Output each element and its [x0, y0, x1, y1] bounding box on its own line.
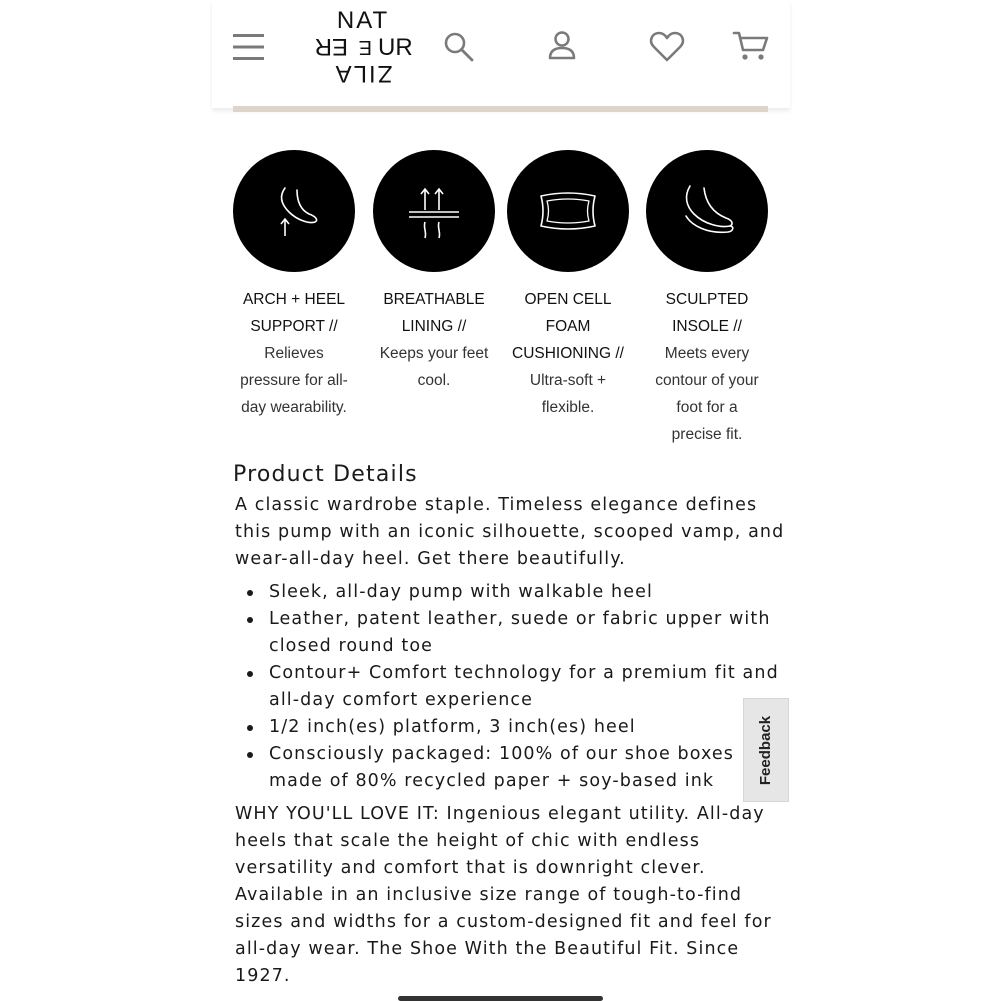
feature-sculpted-insole	[637, 150, 777, 448]
feature-title-line: FOAM	[545, 318, 591, 335]
feature-title-line: ARCH + HEEL	[242, 291, 346, 308]
feature-title-line: BREATHABLE	[383, 291, 485, 308]
home-indicator	[398, 996, 603, 1001]
menu-icon[interactable]	[232, 32, 266, 62]
feature-desc-line: Ultra-soft +	[529, 372, 607, 389]
feature-desc-line: Relieves	[264, 345, 324, 362]
header-accent-bar	[233, 106, 768, 112]
feature-circle	[233, 150, 355, 272]
list-item: Consciously packaged: 100% of our shoe boxes made of 80% recycled paper + soy-based ink	[235, 741, 790, 795]
svg-text:NAT: NAT	[336, 7, 390, 34]
why-you-love-it: WHY YOU'LL LOVE IT: Ingenious elegant utility. All-day heels that scale the height of chic with endless versatility and comfort that is downright clever. Available in an inclusive size range of tough-to-find sizes and widths for a custom-designed fit and feel for all-day wear. The Shoe With the Beautiful Fit. Since 1927.	[235, 804, 772, 986]
breathable-icon	[399, 176, 469, 246]
insole-icon	[672, 176, 742, 246]
feature-circle	[507, 150, 629, 272]
product-details-section	[235, 462, 790, 990]
feature-title-line: OPEN CELL	[524, 291, 612, 308]
feature-title-line: SCULPTED	[665, 291, 749, 308]
svg-text:UR: UR	[378, 34, 413, 61]
list-item: Contour+ Comfort technology for a premium fit and all-day comfort experience	[235, 660, 790, 714]
feature-desc-line: Keeps your feet	[379, 345, 489, 362]
svg-text:ER: ER	[314, 33, 348, 60]
feature-breathable-lining	[364, 150, 504, 394]
feature-title-line: SUPPORT //	[250, 318, 338, 335]
site-header	[212, 0, 790, 108]
search-icon[interactable]	[443, 31, 475, 63]
list-item: 1/2 inch(es) platform, 3 inch(es) heel	[235, 714, 790, 741]
feature-desc-line: cool.	[417, 372, 451, 389]
feature-desc-line: day wearability.	[241, 399, 347, 416]
list-item: Sleek, all-day pump with walkable heel	[235, 579, 790, 606]
brand-logo[interactable]	[314, 7, 413, 94]
feature-desc-line: pressure for all-	[240, 372, 348, 389]
product-details-title: Product Details	[233, 462, 418, 487]
arch-heel-icon	[259, 176, 329, 246]
svg-text:E: E	[358, 36, 372, 58]
naturalizer-logo-mark	[314, 7, 413, 94]
foam-cushion-icon	[533, 176, 603, 246]
feature-desc-line: flexible.	[541, 399, 595, 416]
feature-circle	[646, 150, 768, 272]
product-bullet-list	[235, 579, 790, 795]
feature-desc-line: foot for a	[676, 399, 738, 416]
feedback-tab[interactable]	[743, 698, 789, 802]
feature-open-cell-foam	[498, 150, 638, 421]
cart-icon[interactable]	[733, 30, 769, 62]
feature-circle	[373, 150, 495, 272]
feature-title-line: CUSHIONING //	[512, 345, 624, 362]
feedback-label: Feedback	[757, 715, 775, 785]
feature-desc-line: Meets every	[664, 345, 750, 362]
svg-text:ZILA: ZILA	[333, 60, 393, 87]
feature-title-line: INSOLE //	[672, 318, 742, 335]
feature-title-line: LINING //	[401, 318, 467, 335]
product-intro: A classic wardrobe staple. Timeless elegance defines this pump with an iconic silhouette, scooped vamp, and wear-all-day heel. Get there beautifully.	[235, 495, 785, 569]
feature-arch-heel-support	[224, 150, 364, 421]
account-icon[interactable]	[547, 30, 577, 62]
list-item: Leather, patent leather, suede or fabric upper with closed round toe	[235, 606, 790, 660]
feature-desc-line: precise fit.	[671, 426, 743, 443]
feature-desc-line: contour of your	[655, 372, 759, 389]
heart-icon[interactable]	[649, 31, 685, 63]
